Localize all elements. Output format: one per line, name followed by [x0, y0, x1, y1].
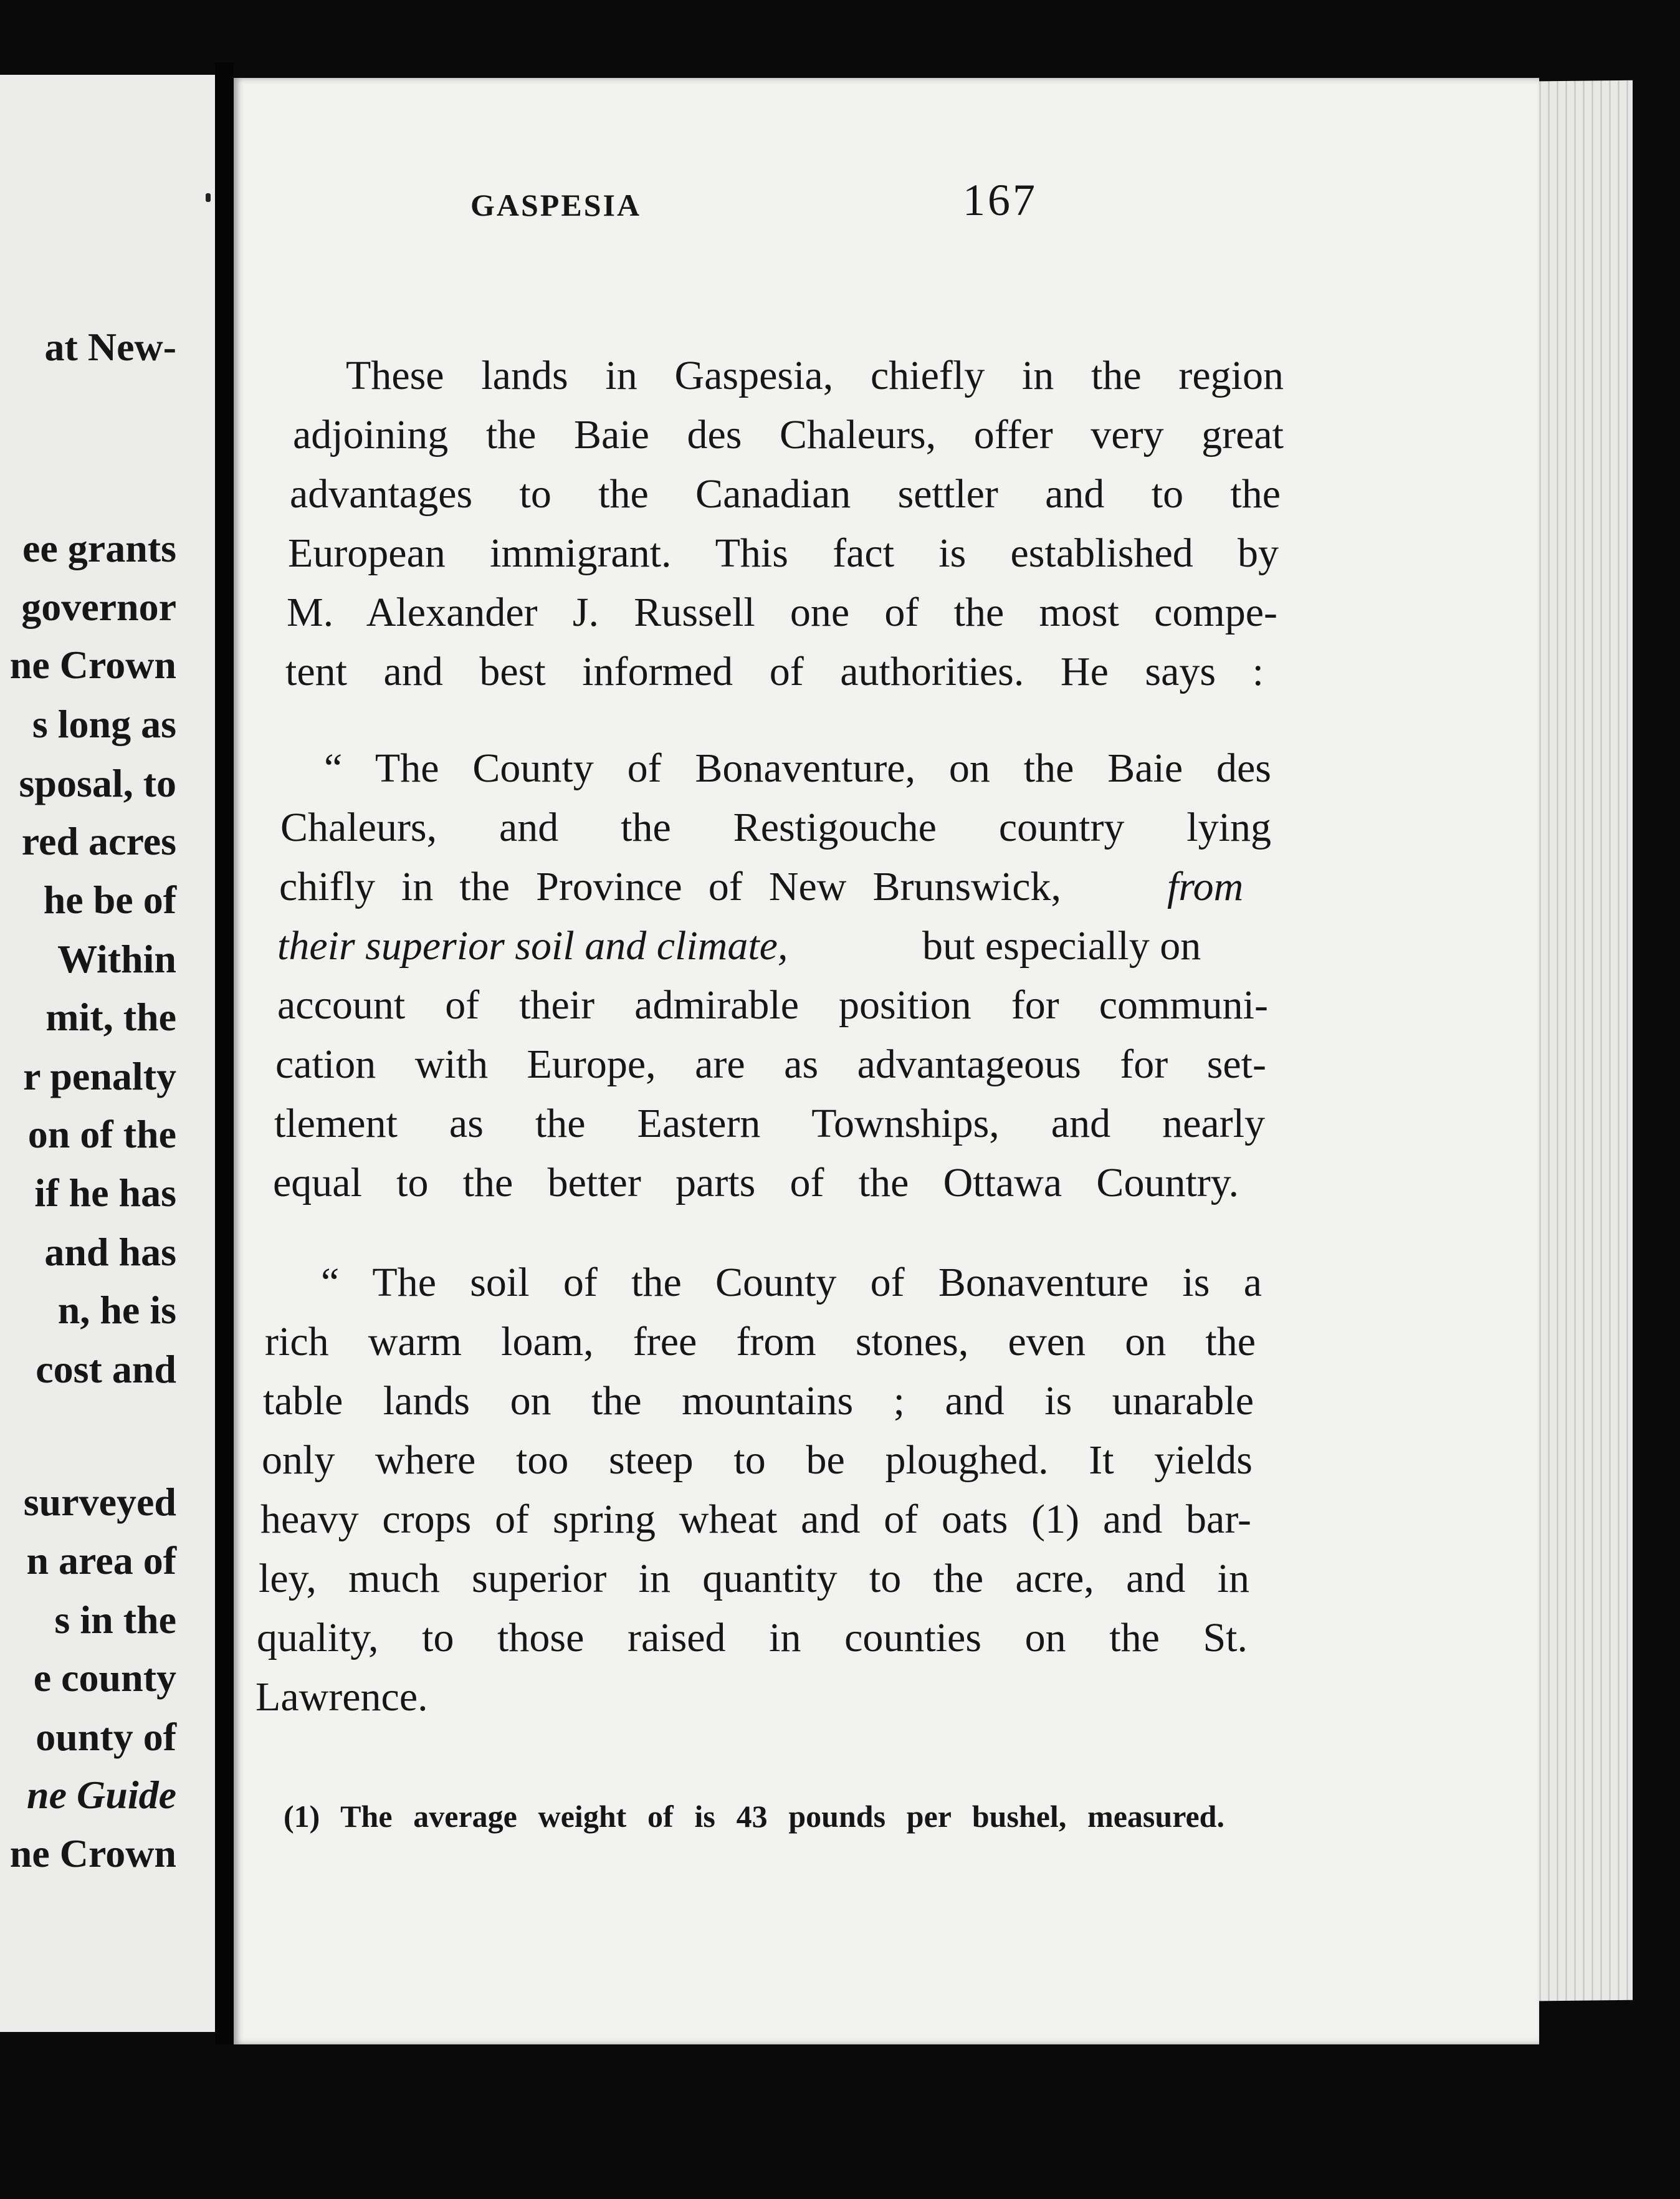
left-page-fragment [0, 75, 215, 2032]
paragraph-3-line: Lawrence. [255, 1674, 428, 1720]
paragraph-1-line: M. Alexander J. Russell one of the most compe- [287, 590, 1277, 635]
left-page-line: n, he is [57, 1288, 176, 1332]
page-number: 167 [963, 175, 1038, 225]
paragraph-2-line: cation with Europe, are as advantageous for set- [275, 1042, 1266, 1087]
paragraph-2-line: “ The County of Bonaventure, on the Baie des [324, 745, 1271, 791]
left-page-line: ne Crown [9, 1831, 176, 1876]
paragraph-3-line: rich warm loam, free from stones, even on the [265, 1319, 1256, 1364]
left-page-line: ee grants [22, 526, 176, 570]
paragraph-1-line: tent and best informed of authorities. He says : [285, 649, 1264, 694]
left-page-line: mit, the [45, 995, 176, 1039]
paragraph-2-line: tlement as the Eastern Townships, and nearly [274, 1101, 1265, 1146]
paragraph-2-line: account of their admirable position for communi- [277, 982, 1268, 1028]
paragraph-2-italic-phrase: from [1167, 864, 1244, 909]
left-page-line: r penalty [23, 1054, 176, 1098]
left-page-line: ne Crown [9, 643, 176, 687]
left-page-line: s in the [54, 1598, 176, 1642]
left-page-line: e county [33, 1655, 176, 1700]
paragraph-2-italic-phrase: their superior soil and climate, [277, 923, 788, 969]
ink-mark [206, 193, 211, 202]
running-head: GASPESIA [470, 188, 642, 223]
left-page-line: on of the [27, 1112, 176, 1156]
left-page-line: governor [21, 585, 176, 629]
left-page-line: and has [44, 1230, 176, 1274]
left-page-line: if he has [34, 1171, 176, 1215]
book-gutter [215, 62, 234, 2044]
paragraph-3-line: ley, much superior in quantity to the acre, and in [259, 1556, 1249, 1601]
left-page-line: he be of [43, 878, 176, 922]
footnote: (1) The average weight of is 43 pounds per bushel, measured. [284, 1799, 1224, 1834]
paragraph-3-line: table lands on the mountains ; and is unarable [263, 1378, 1254, 1424]
left-page-line: cost and [36, 1347, 176, 1391]
paragraph-3-line: heavy crops of spring wheat and of oats (1) and bar- [260, 1497, 1251, 1542]
paragraph-2-line: but especially on [922, 923, 1201, 969]
paragraph-1-line: adjoining the Baie des Chaleurs, offer very great [293, 412, 1284, 458]
left-page-line: red acres [21, 819, 176, 863]
left-page-line: Within [57, 937, 176, 981]
left-page-line: ne Guide [27, 1773, 176, 1817]
paragraph-3-line: only where too steep to be ploughed. It yields [262, 1437, 1253, 1483]
paragraph-2-line: Chaleurs, and the Restigouche country lying [280, 805, 1271, 850]
paragraph-2-line: equal to the better parts of the Ottawa Country. [273, 1160, 1239, 1205]
paragraph-1-line: advantages to the Canadian settler and to the [290, 471, 1281, 517]
left-page-line: ounty of [36, 1715, 176, 1759]
left-page-line: s long as [32, 702, 176, 746]
paragraph-1-line: European immigrant. This fact is established by [288, 530, 1279, 576]
paragraph-3-line: quality, to those raised in counties on the St. [257, 1615, 1248, 1660]
paragraph-3-line: “ The soil of the County of Bonaventure is a [321, 1260, 1262, 1305]
left-page-line: at New- [44, 325, 176, 369]
paragraph-2-line: chifly in the Province of New Brunswick, [279, 864, 1061, 909]
left-page-line: surveyed [23, 1480, 176, 1524]
paragraph-1-line: These lands in Gaspesia, chiefly in the region [346, 353, 1284, 398]
left-page-line: n area of [26, 1538, 176, 1583]
left-page-line: sposal, to [19, 761, 176, 805]
